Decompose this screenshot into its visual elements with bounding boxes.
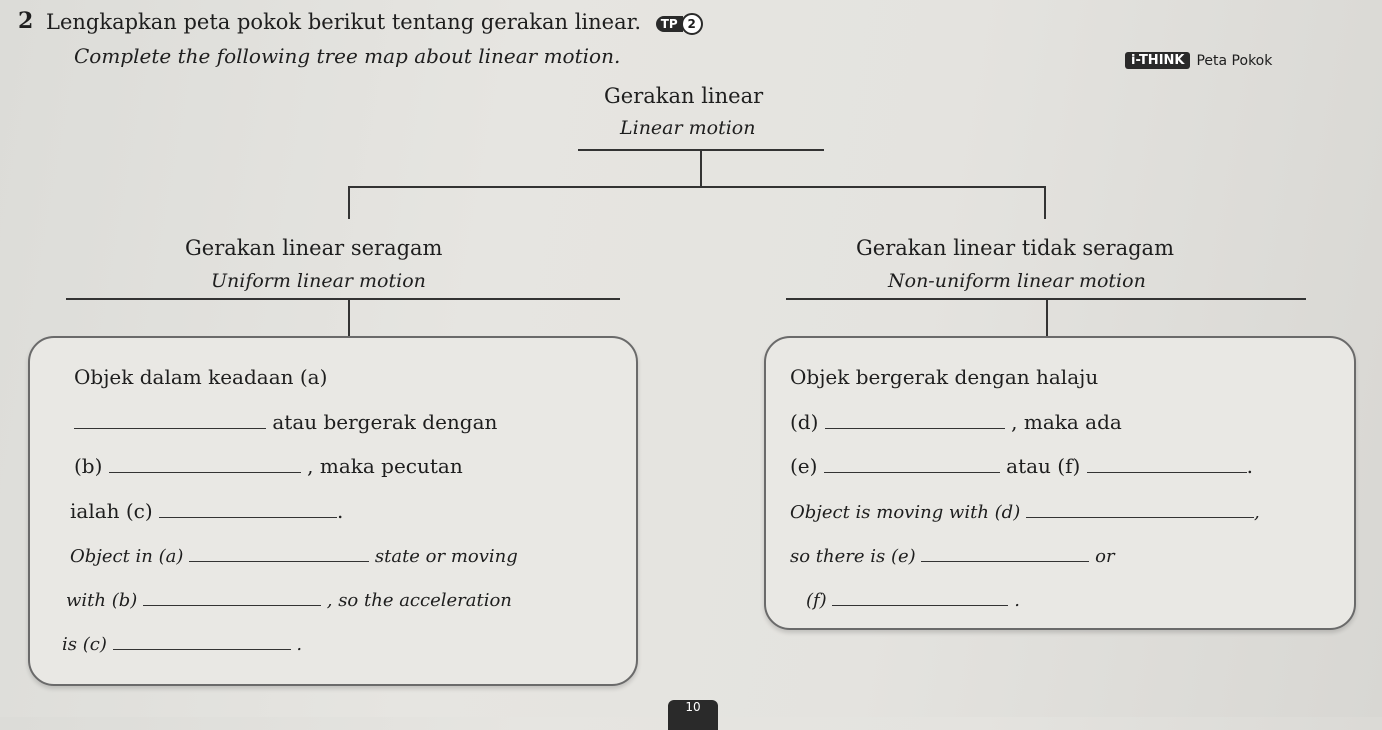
left-en-line3-end: . [296, 634, 303, 655]
left-en-line2-text: , so the acceleration [326, 590, 512, 611]
right-en-label-e: so there is (e) [790, 546, 916, 567]
blank-b-ms[interactable] [109, 454, 301, 473]
question-text-en: Complete the following tree map about linear motion. [74, 44, 621, 68]
right-node-title: Gerakan linear tidak seragam [856, 236, 1174, 260]
right-en-line1 [790, 499, 1260, 523]
right-en-label-f: (f) [806, 590, 827, 611]
left-en-line2 [66, 587, 512, 611]
left-node-title: Gerakan linear seragam [185, 236, 443, 260]
right-en-line3-end: . [1014, 590, 1020, 611]
blank-d-en[interactable] [1026, 499, 1254, 518]
blank-a-en[interactable] [189, 543, 369, 562]
question-text-ms: Lengkapkan peta pokok berikut tentang gerakan linear. [46, 10, 642, 34]
ithink-badge: i-THINK [1125, 52, 1190, 69]
left-ms-line4-end: . [337, 499, 344, 523]
ithink-label [1125, 52, 1272, 69]
page-number: 10 [668, 700, 718, 730]
left-ms-label-c: ialah (c) [70, 499, 153, 523]
tp-level-badge [656, 13, 703, 35]
blank-c-en[interactable] [113, 631, 291, 650]
right-ms-line1: Objek bergerak dengan halaju [790, 365, 1099, 389]
right-branch-line [1044, 186, 1046, 219]
left-en-line3 [62, 631, 302, 655]
blank-e-ms[interactable] [824, 454, 1000, 473]
question-number: 2 [18, 8, 34, 34]
right-en-line3 [806, 587, 1020, 611]
blank-a-ms[interactable] [74, 410, 266, 429]
root-subtitle: Linear motion [620, 117, 756, 139]
right-en-label-d: Object is moving with (d) [790, 502, 1021, 523]
right-ms-label-f: atau (f) [1006, 454, 1081, 478]
left-ms-line3-text: , maka pecutan [307, 454, 463, 478]
root-stem [700, 150, 702, 188]
right-en-line1-end: , [1253, 502, 1260, 523]
right-ms-label-e: (e) [790, 454, 818, 478]
left-node-underline [66, 298, 620, 300]
left-ms-line1: Objek dalam keadaan (a) [74, 365, 328, 389]
left-en-label-c: is (c) [62, 634, 107, 655]
blank-c-ms[interactable] [159, 499, 337, 518]
right-ms-line2-text: , maka ada [1011, 410, 1122, 434]
left-en-label-b: with (b) [66, 590, 138, 611]
right-ms-label-d: (d) [790, 410, 819, 434]
blank-d-ms[interactable] [825, 410, 1005, 429]
left-en-line1-text: state or moving [374, 546, 518, 567]
left-ms-label-b: (b) [74, 454, 103, 478]
left-ms-line2-text: atau bergerak dengan [272, 410, 498, 434]
blank-e-en[interactable] [921, 543, 1089, 562]
right-ms-line2 [790, 410, 1122, 434]
right-node-subtitle: Non-uniform linear motion [888, 270, 1146, 292]
blank-f-en[interactable] [832, 587, 1008, 606]
tp-label: TP [656, 16, 683, 32]
tp-level: 2 [681, 13, 703, 35]
branch-connector [348, 186, 1046, 188]
right-box-stem [1046, 299, 1048, 337]
blank-f-ms[interactable] [1087, 454, 1247, 473]
left-node-subtitle: Uniform linear motion [211, 270, 426, 292]
right-en-line2-text: or [1095, 546, 1115, 567]
left-en-line1 [70, 543, 518, 567]
root-title: Gerakan linear [604, 84, 764, 108]
right-en-line2 [790, 543, 1115, 567]
left-en-label-a: Object in (a) [70, 546, 184, 567]
ithink-map-type: Peta Pokok [1196, 52, 1273, 69]
left-ms-line3 [74, 454, 463, 478]
left-ms-line4 [70, 499, 343, 523]
left-box-stem [348, 299, 350, 337]
left-branch-line [348, 186, 350, 219]
question-text [46, 10, 703, 35]
left-ms-line2 [74, 410, 497, 434]
blank-b-en[interactable] [143, 587, 321, 606]
right-ms-line3 [790, 454, 1253, 478]
right-ms-line3-end: . [1246, 454, 1254, 478]
